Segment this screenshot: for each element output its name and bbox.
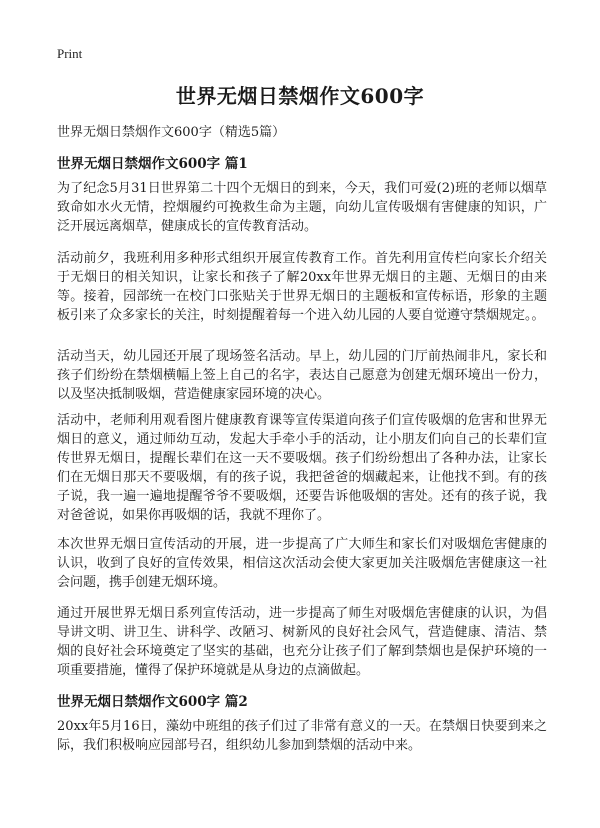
paragraph: 为了纪念5月31日世界第二十四个无烟日的到来，今天，我们可爱(2)班的老师以烟草致命如水火无情，控烟履约可挽救生命为主题，向幼儿宣传吸烟有害健康的知识，广泛开展远离烟草，健康成长的宣传教育活动。 <box>57 181 547 234</box>
paragraph: 活动当天，幼儿园还开展了现场签名活动。早上，幼儿园的门厅前热闹非凡，家长和孩子们纷纷在禁烟横幅上签上自己的名字，表达自己愿意为创建无烟环境出一份力，以及坚决抵制吸烟，营造健康家园环境的决心。 <box>57 349 547 402</box>
print-label: Print <box>57 46 83 61</box>
paragraph: 本次世界无烟日宣传活动的开展，进一步提高了广大师生和家长们对吸烟危害健康的认识，收到了良好的宣传效果，相信这次活动会使大家更加关注吸烟危害健康这一社会问题，携手创建无烟环境。 <box>57 537 547 590</box>
document-title: 世界无烟日禁烟作文600字 <box>175 84 425 108</box>
section-heading-2: 世界无烟日禁烟作文600字 篇2 <box>57 694 248 710</box>
paragraph: 活动前夕，我班利用多种形式组织开展宣传教育工作。首先利用宣传栏向家长介绍关于无烟日的相关知识，让家长和孩子了解20xx年世界无烟日的主题、无烟日的由来等。接着，园部统一在校门口张贴关于世界无烟日的主题板和宣传标语，形象的主题板引来了众多家长的关注，时刻提醒着每一个进入幼儿园的人要自觉遵守禁烟规定。。 <box>57 251 547 323</box>
document-subtitle: 世界无烟日禁烟作文600字（精选5篇） <box>57 125 286 140</box>
paragraph: 20xx年5月16日，藻幼中班组的孩子们过了非常有意义的一天。在禁烟日快要到来之际，我们积极响应园部号召，组织幼儿参加到禁烟的活动中来。 <box>57 719 547 753</box>
paragraph: 活动中，老师利用观看图片健康教育课等宣传渠道向孩子们宣传吸烟的危害和世界无烟日的意义，通过师幼互动，发起大手牵小手的活动，让小朋友们向自己的长辈们宣传世界无烟日，提醒长辈们在这一天不要吸烟。孩子们纷纷想出了各种办法，让家长们在无烟日那天不要吸烟，有的孩子说，我把爸爸的烟藏起来，让他找不到。有的孩子说，我一遍一遍地提醒爷爷不要吸烟，还要告诉他吸烟的害处。还有的孩子说，我对爸爸说，如果你再吸烟的话，我就不理你了。 <box>57 413 547 523</box>
paragraph: 通过开展世界无烟日系列宣传活动，进一步提高了师生对吸烟危害健康的认识，为倡导讲文明、讲卫生、讲科学、改陋习、树新风的良好社会风气，营造健康、清洁、禁烟的良好社会环境奠定了坚实的基础，也充分让孩子们了解到禁烟也是保护环境的一项重要措施，懂得了保护环境就是从身边的点滴做起。 <box>57 606 547 678</box>
section-heading-1: 世界无烟日禁烟作文600字 篇1 <box>57 156 248 172</box>
